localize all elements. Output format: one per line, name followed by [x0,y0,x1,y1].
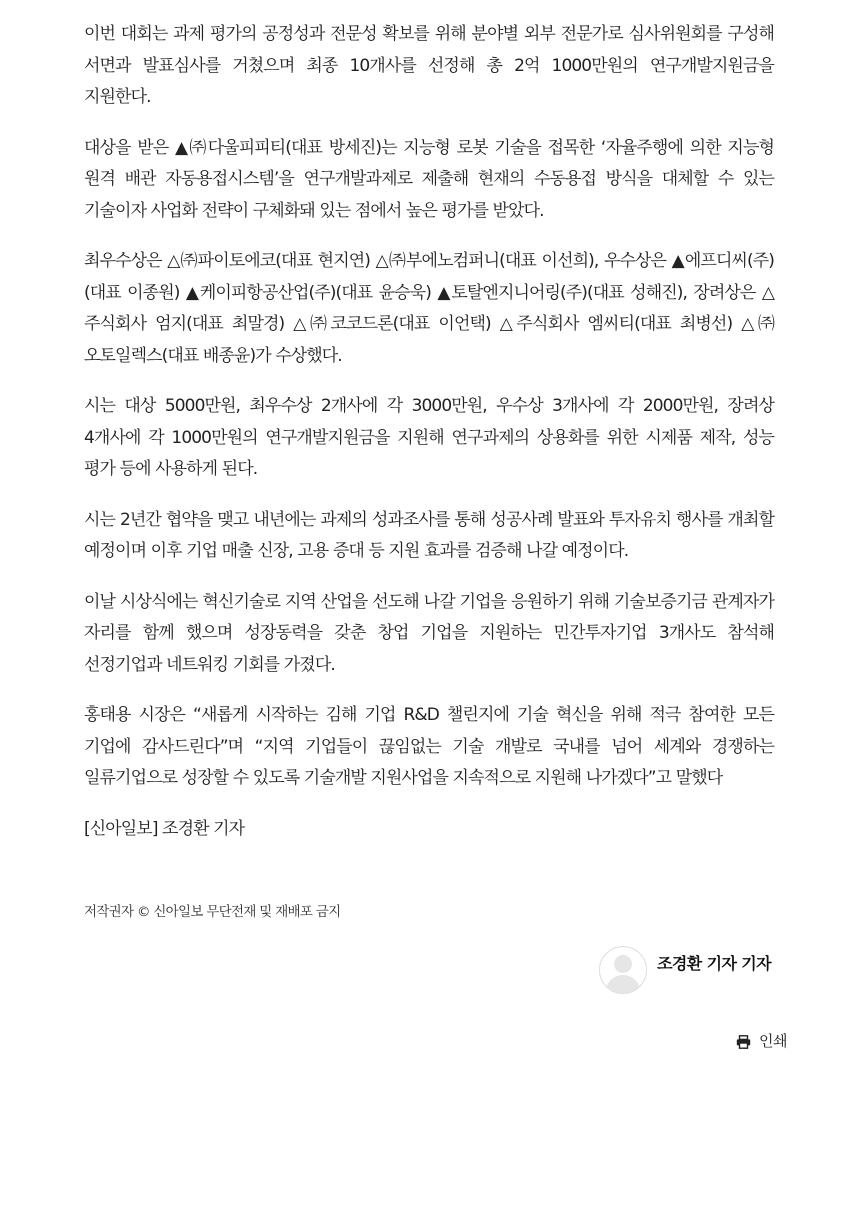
author-box [599,946,771,994]
print-label: 인쇄 [759,1032,787,1050]
article-byline: [신아일보] 조경환 기자 [84,818,245,839]
copyright-notice: 저작권자 © 신아일보 무단전재 및 재배포 금지 [84,904,341,920]
user-avatar-placeholder-icon [599,946,647,994]
article-paragraph: 시는 대상 5000만원, 최우수상 2개사에 각 3000만원, 우수상 3개사에 각 2000만원, 장려상 4개사에 각 1000만원의 연구개발지원금을 지원해 연구과제의 상용화를 위한 시제품 제작, 성능 평가 등에 사용하게 된다. [84,396,774,479]
author-name[interactable]: 조경환 기자 기자 [657,954,771,973]
article-paragraph: 이번 대회는 과제 평가의 공정성과 전문성 확보를 위해 분야별 외부 전문가로 심사위원회를 구성해 서면과 발표심사를 거쳤으며 최종 10개사를 선정해 총 2억 1000만원의 연구개발지원금을 지원한다. [84,24,774,107]
article-paragraph: 이날 시상식에는 혁신기술로 지역 산업을 선도해 나갈 기업을 응원하기 위해 기술보증기금 관계자가 자리를 함께 했으며 성장동력을 갖춘 창업 기업을 지원하는 민간투자기업 3개사도 참석해 선정기업과 네트워킹 기회를 가졌다. [84,591,774,675]
print-button[interactable] [736,1030,787,1051]
printer-icon [736,1034,751,1048]
article-paragraph: 최우수상은 △㈜파이토에코(대표 현지연) △㈜부에노컴퍼니(대표 이선희), 우수상은 ▲에프디씨(주)(대표 이종원) ▲케이피항공산업(주)(대표 윤승욱) ▲토탈엔지니어링(주)(대표 성해진), 장려상은 △주식회사 엄지(대표 최말경) △㈜코코드론(대표 이언택) △주식회사 엠씨티(대표 최병선) △㈜오토일렉스(대표 배종윤)가 수상했다. [84,251,774,366]
article-paragraph: 시는 2년간 협약을 맺고 내년에는 과제의 성과조사를 통해 성공사례 발표와 투자유치 행사를 개최할 예정이며 이후 기업 매출 신장, 고용 증대 등 지원 효과를 검증해 나갈 예정이다. [84,509,774,561]
article-paragraph: 홍태용 시장은 “새롭게 시작하는 김해 기업 R&D 챌린지에 기술 혁신을 위해 적극 참여한 모든 기업에 감사드린다”며 “지역 기업들이 끊임없는 기술 개발로 국내를 넘어 세계와 경쟁하는 일류기업으로 성장할 수 있도록 기술개발 지원사업을 지속적으로 지원해 나가겠다”고 말했다 [84,705,774,788]
article-body [84,19,774,845]
article-paragraph: 대상을 받은 ▲㈜다울피피티(대표 방세진)는 지능형 로봇 기술을 접목한 ‘자율주행에 의한 지능형 원격 배관 자동용접시스템’을 연구개발과제로 제출해 현재의 수동용접 방식을 대체할 수 있는 기술이자 사업화 전략이 구체화돼 있는 점에서 높은 평가를 받았다. [84,137,774,221]
